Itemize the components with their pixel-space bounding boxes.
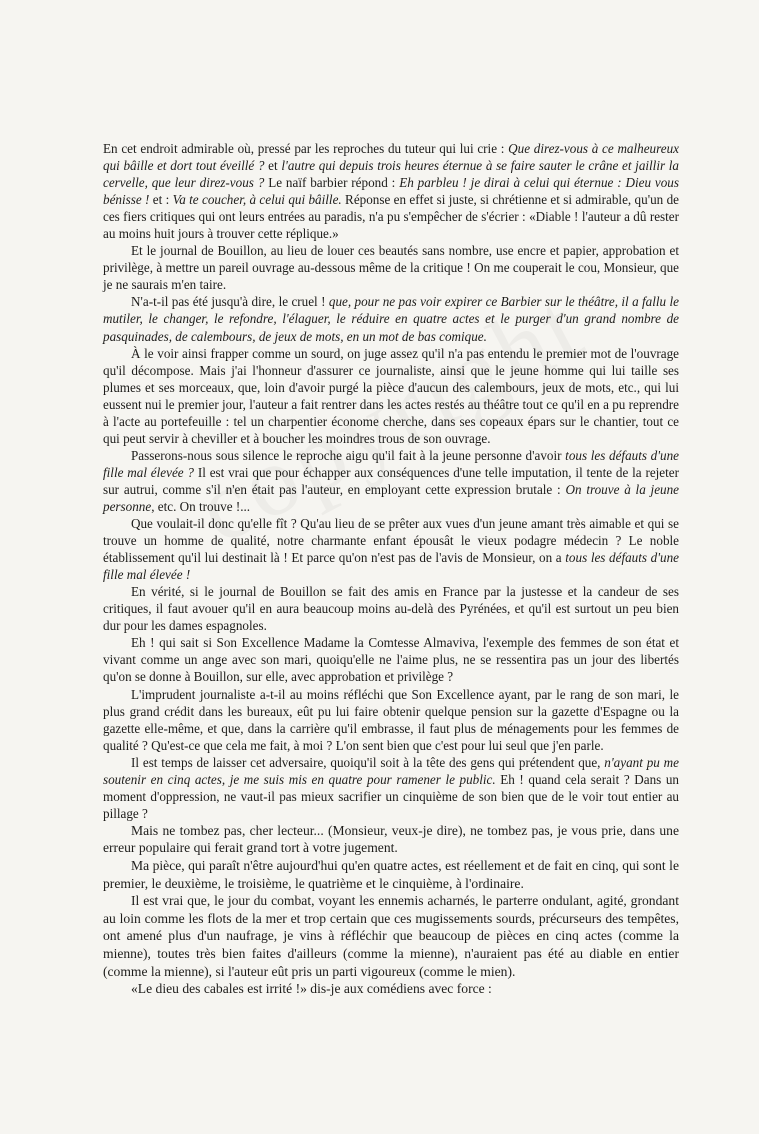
body-paragraph	[103, 447, 679, 515]
italic-quote: tous les défauts d'une fille mal élevée ?	[103, 447, 680, 480]
text-run: Mais ne tombez pas, cher lecteur... (Monsieur, veux-je dire), ne tombez pas, je vous prie, dans une erreur populaire qui ferait grand tort à votre jugement.	[103, 822, 679, 856]
italic-quote: l'autre qui depuis trois heures éternue à se faire sauter le crâne et jaillir la cervelle, que leur direz-vous ?	[103, 158, 680, 191]
text-run: N'a-t-il pas été jusqu'à dire, le cruel !	[131, 294, 329, 310]
body-paragraph	[103, 345, 679, 447]
italic-quote: Va te coucher, à celui qui bâille.	[172, 192, 342, 208]
text-run: Il est vrai que pour échapper aux conséquences d'une telle imputation, il tente de la rejeter sur autrui, comme s'il n'en était pas l'auteur, en employant cette expression brutale :	[103, 464, 679, 497]
body-paragraph	[103, 293, 679, 344]
body-paragraph	[103, 892, 679, 980]
body-paragraph	[103, 980, 679, 998]
italic-quote: que, pour ne pas voir expirer ce Barbier sur le théâtre, il a fallu le mutiler, le changer, le refondre, l'élaguer, le réduire en quatre actes et le purger d'un grand nombre de pasquinades, de calembours, de jeux de mots, en un mot de bas comique.	[103, 294, 679, 344]
text-run: Il est temps de laisser cet adversaire, quoiqu'il soit à la tête des gens qui prétendent que,	[131, 754, 605, 770]
text-run: et	[264, 158, 282, 174]
text-run: , etc. On trouve !...	[151, 498, 251, 514]
text-run: «Le dieu des cabales est irrité !» dis-je aux comédiens avec force :	[131, 981, 492, 997]
italic-quote: On trouve à la jeune personne	[103, 481, 679, 514]
italic-quote: tous les défauts d'une fille mal élevée !	[103, 550, 679, 583]
italic-quote: Que direz-vous à ce malheureux qui bâille et dort tout éveillé ?	[103, 141, 679, 174]
body-paragraph	[103, 686, 679, 754]
text-run: L'imprudent journaliste a-t-il au moins réfléchi que Son Excellence ayant, par le rang de son mari, le plus grand crédit dans les bureaux, eût pu lui faire obtenir quelque pension sur la gazette d'Espagne ou la gazette elle-même, et que, dans la carrière qu'il embrasse, il faut plus de ménagements pour les femmes de qualité ? Qu'est-ce que cela me fait, à moi ? L'on sent bien que c'est pour lui seul que j'en parle.	[103, 686, 679, 753]
body-paragraph	[103, 140, 679, 242]
body-paragraph	[103, 583, 679, 634]
text-run: Il est vrai que, le jour du combat, voyant les ennemis acharnés, le parterre ondulant, agité, grondant au loin comme les flots de la mer et trop certain que ces mugissements sourds, précurseurs des tempêtes, ont amené plus d'un naufrage, je vins à réfléchir que beaucoup de pièces en cinq actes (comme la mienne), toutes très bien faites d'ailleurs (comme la mienne), n'auraient pas été au diable en entier (comme la mienne), si l'auteur eût pris un parti vigoureux (comme le mien).	[103, 893, 679, 979]
text-run: Et le journal de Bouillon, au lieu de louer ces beautés sans nombre, use encre et papier, approbation et privilège, à mettre un pareil ouvrage au-dessous même de la critique ! On me couperait le cou, Monsieur, que je ne saurais m'en taire.	[103, 243, 679, 293]
document-page	[103, 140, 679, 998]
body-paragraph	[103, 822, 679, 857]
text-run: Réponse en effet si juste, si chrétienne et si admirable, qu'un de ces fiers critiques qui ont leurs entrées au paradis, n'a pu s'empêcher de s'écrier : «Diable ! l'auteur a dû rester au moins huit jours à trouver cette réplique.»	[103, 192, 679, 242]
text-run: En cet endroit admirable où, pressé par les reproches du tuteur qui lui crie :	[103, 141, 509, 156]
text-run: Ma pièce, qui paraît n'être aujourd'hui qu'en quatre actes, est réellement et de fait en cinq, qui sont le premier, le deuxième, le troisième, le quatrième et le cinquième, à l'ordinaire.	[103, 858, 679, 891]
body-paragraph	[103, 857, 679, 892]
text-run: En vérité, si le journal de Bouillon se fait des amis en France par la justesse et la candeur de ses critiques, il faut avouer qu'il en aura beaucoup moins au-delà des Pyrénées, et qu'il est surtout un peu bien dur pour les dames espagnoles.	[103, 584, 679, 634]
body-paragraph	[103, 754, 679, 822]
italic-quote: Eh parbleu ! je dirai à celui qui éternue : Dieu vous bénisse !	[103, 175, 679, 208]
text-run: Que voulait-il donc qu'elle fît ? Qu'au lieu de se prêter aux vues d'un jeune amant très aimable et qui se trouve un homme de qualité, notre charmante enfant épousât le vieux podagre médecin ? Le noble établissement qu'il lui destinait là ! Et parce qu'on n'est pas de l'avis de Monsieur, on a	[103, 516, 679, 566]
text-run: Passerons-nous sous silence le reproche aigu qu'il fait à la jeune personne d'avoir	[131, 447, 566, 463]
body-paragraph	[103, 515, 679, 583]
text-run: Eh ! quand cela serait ? Dans un moment d'oppression, ne vaut-il pas mieux sacrifier un cinquième de son bien que de le voir tout entier au pillage ?	[103, 771, 679, 821]
text-run: À le voir ainsi frapper comme un sourd, on juge assez qu'il n'a pas entendu le premier mot de l'ouvrage qu'il décompose. Mais j'ai l'honneur d'assurer ce journaliste, ainsi que le jeune homme qui lui taille ses plumes et ses morceaux, que, loin d'avoir purgé la pièce d'aucun des calembours, jeux de mots, etc., qui lui eussent nui le premier jour, l'auteur a fait rentrer dans les actes restés au théâtre tout ce qu'il en a pu reprendre à l'acte au portefeuille : tel un charpentier économe cherche, dans ses copeaux épars sur le chantier, tout ce qui peut servir à cheviller et à boucher les moindres trous de son ouvrage.	[103, 345, 679, 446]
body-paragraph	[103, 634, 679, 685]
text-run: et :	[149, 192, 173, 208]
text-run: Le naïf barbier répond :	[264, 175, 400, 191]
text-run: Eh ! qui sait si Son Excellence Madame la Comtesse Almaviva, l'exemple des femmes de son état et vivant comme un ange avec son mari, quoiqu'elle ne l'aime plus, ne se ressentira pas un jour des libertés qu'on se donne à Bouillon, sur elle, avec approbation et privilège ?	[103, 635, 679, 685]
italic-quote: n'ayant pu me soutenir en cinq actes, je me suis mis en quatre pour ramener le public.	[103, 754, 680, 787]
body-paragraph	[103, 242, 679, 293]
